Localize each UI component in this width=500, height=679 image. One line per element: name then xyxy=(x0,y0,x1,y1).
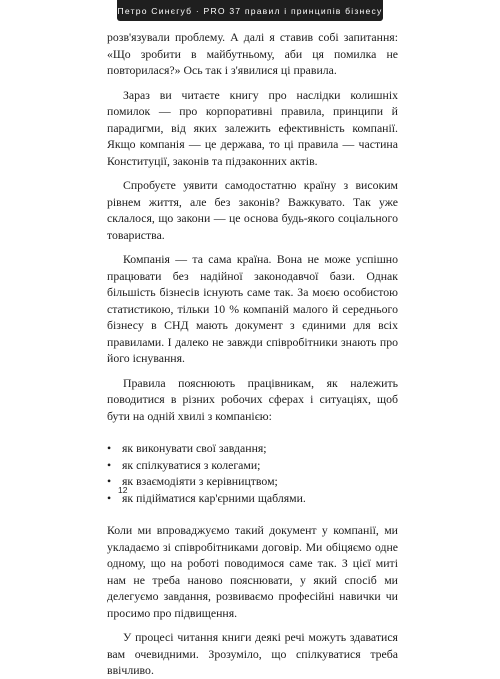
bullet-marker: • xyxy=(107,457,112,472)
bullet-marker: • xyxy=(107,490,112,505)
paragraph-6: Коли ми впроваджуємо такий документ у компанії, ми укладаємо зі співробітниками договір. Ми обіцяємо одне одному, що на роботі поводимося саме так. З цієї миті нам не треба наново пояснювати, у який спосіб ми делегуємо завдання, розвиваємо професійні навички чи просимо про підвищення. xyxy=(107,523,398,620)
rules-list xyxy=(107,440,398,506)
bullet-marker: • xyxy=(107,474,112,488)
list-item: • як підійматися кар'єрними щаблями. xyxy=(107,490,306,505)
list-item: • як виконувати свої завдання; xyxy=(107,441,267,455)
page-number: 12 xyxy=(118,485,128,495)
running-header-text: Петро Синєгуб · PRO 37 правил і принципів бізнесу xyxy=(117,5,383,16)
paragraph-2: Зараз ви читаєте книгу про наслідки колишніх помилок — про корпоративні правила, принципи й парадигми, від яких залежить ефективність компанії. Якщо компанія — це держава, то ці правила — частина Конституції, законів та підзаконних актів. xyxy=(107,87,398,168)
paragraph-3: Спробуєте уявити самодостатню країну з високим рівнем життя, але без законів? Важкувато. Так уже склалося, що закони — це основа будь-якого соціального товариства. xyxy=(107,178,398,242)
paragraph-5: Правила пояснюють працівникам, як належить поводитися в різних робочих сферах і ситуаціях, щоб бути на одній хвилі з компанією: xyxy=(107,375,398,423)
paragraph-4: Компанія — та сама країна. Вона не може успішно працювати без надійної законодавчої бази. Однак більшість бізнесів існують саме так. За моєю особистою статистикою, тільки 10 % компаній малого й середнього бізнесу в СНД мають документ з єдиними для всіх правилами. І далеко не завжди співробітники знають про його існування. xyxy=(107,252,398,365)
list-item: • як спілкуватися з колегами; xyxy=(107,457,261,472)
bullet-marker: • xyxy=(107,441,112,455)
paragraph-1: розв'язували проблему. А далі я ставив собі запитання: «Що зробити в майбутньому, аби ця помилка не повторилася?» Ось так і з'явилися ці правила. xyxy=(107,30,398,77)
running-header xyxy=(117,0,383,21)
list-item: • як взаємодіяти з керівництвом; xyxy=(107,474,278,488)
body-text xyxy=(107,29,398,679)
paragraph-7: У процесі читання книги деякі речі можуть здаватися вам очевидними. Зрозуміло, що спілкуватися треба ввічливо. xyxy=(107,630,398,677)
